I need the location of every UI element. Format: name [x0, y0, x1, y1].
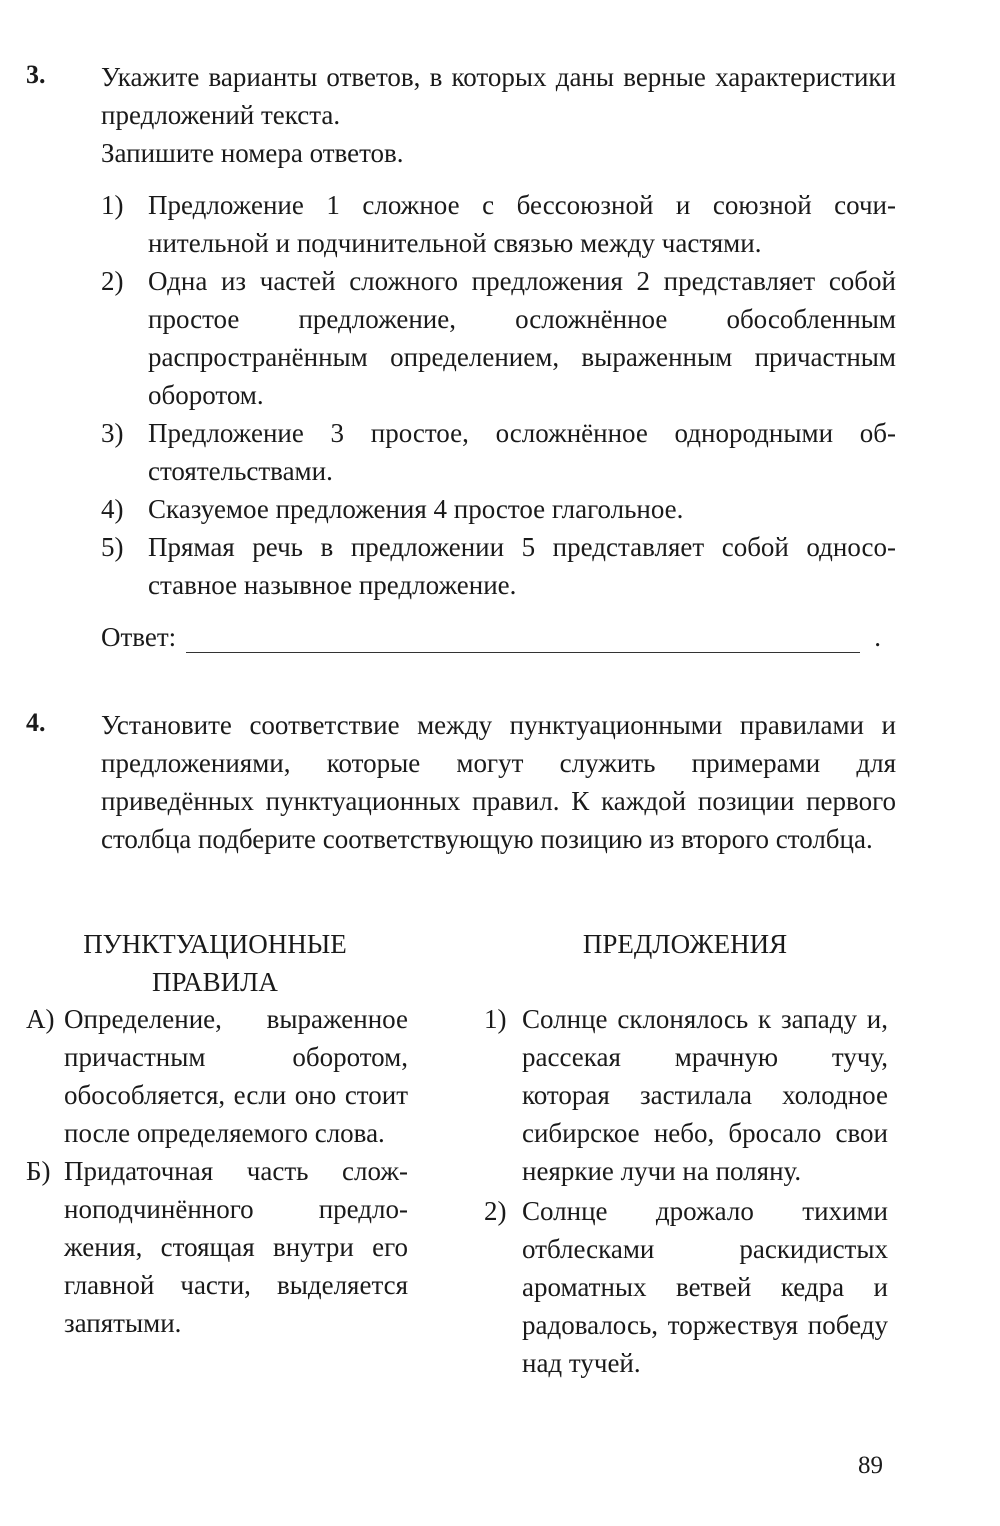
- answer-label: Ответ:: [101, 622, 177, 652]
- task-3-option: [101, 262, 896, 414]
- rule-letter: А): [26, 1004, 55, 1034]
- rule-text: Определение, выраженное причастным оборотом, обособляется, если оно стоит после определяемого слова.: [64, 1004, 408, 1148]
- rule-item: [26, 1152, 408, 1342]
- task-3-number: 3.: [26, 60, 46, 89]
- answer-end-dot: .: [874, 622, 881, 652]
- answer-field[interactable]: [186, 626, 860, 653]
- option-text: Сказуемое предложения 4 простое глагольное.: [148, 494, 684, 524]
- task-3-answer: [101, 622, 901, 653]
- option-text: Прямая речь в предложении 5 представляет собой односоставное назывное предложение.: [148, 532, 896, 600]
- option-text: Предложение 1 сложное с бессоюзной и союзной сочинительной и подчинительной связью между частями.: [148, 190, 896, 258]
- task-3-prompt: Укажите варианты ответов, в которых даны верные характеристики предложений текста.: [101, 62, 896, 130]
- task-4-number: 4.: [26, 708, 46, 737]
- option-number: 2): [101, 266, 124, 296]
- option-text: Предложение 3 простое, осложнённое однородными обстоятельствами.: [148, 418, 896, 486]
- sentence-text: Солнце склонялось к западу и, рассекая мрачную тучу, которая застилала холодное сибирское небо, бросало свои неяркие лучи на поляну.: [522, 1004, 888, 1186]
- sentence-item: [484, 1000, 888, 1190]
- rules-column-header: ПУНКТУАЦИОННЫЕ ПРАВИЛА: [83, 929, 347, 997]
- sentence-number: 2): [484, 1196, 507, 1226]
- rules-column: [26, 1000, 408, 1344]
- sentence-item: [484, 1192, 888, 1382]
- rule-text: Придаточная часть сложноподчинённого предложения, стоящая внутри его главной части, выделяется запятыми.: [64, 1156, 408, 1338]
- option-number: 3): [101, 418, 124, 448]
- task-3-instruction: Запишите номера ответов.: [101, 138, 404, 168]
- task-3-option: [101, 528, 896, 604]
- task-4-prompt: Установите соответствие между пунктуационными правилами и предложениями, которые могут служить примерами для приведённых пунктуационных правил. К каждой позиции первого столбца подберите соответствующую позицию из второго столбца.: [101, 710, 896, 854]
- sentence-number: 1): [484, 1004, 507, 1034]
- task-3-option: [101, 186, 896, 262]
- sentence-text: Солнце дрожало тихими отблесками раскидистых ароматных ветвей кедра и радовалось, торжествуя победу над тучей.: [522, 1196, 888, 1378]
- sentences-column: [484, 1000, 888, 1384]
- rule-item: [26, 1000, 408, 1152]
- page-number: 89: [858, 1452, 883, 1479]
- option-number: 4): [101, 494, 124, 524]
- option-number: 5): [101, 532, 124, 562]
- sentences-column-header: ПРЕДЛОЖЕНИЯ: [582, 929, 788, 959]
- task-3: [26, 58, 896, 604]
- option-text: Одна из частей сложного предложения 2 представляет собой простое предложение, осложнённое обособленным распространённым определением, выраженным причастным оборотом.: [148, 266, 896, 410]
- task-3-options: [101, 186, 896, 604]
- task-3-option: [101, 414, 896, 490]
- option-number: 1): [101, 190, 124, 220]
- task-3-option: [101, 490, 896, 528]
- rule-letter: Б): [26, 1156, 51, 1186]
- task-4: [26, 706, 896, 858]
